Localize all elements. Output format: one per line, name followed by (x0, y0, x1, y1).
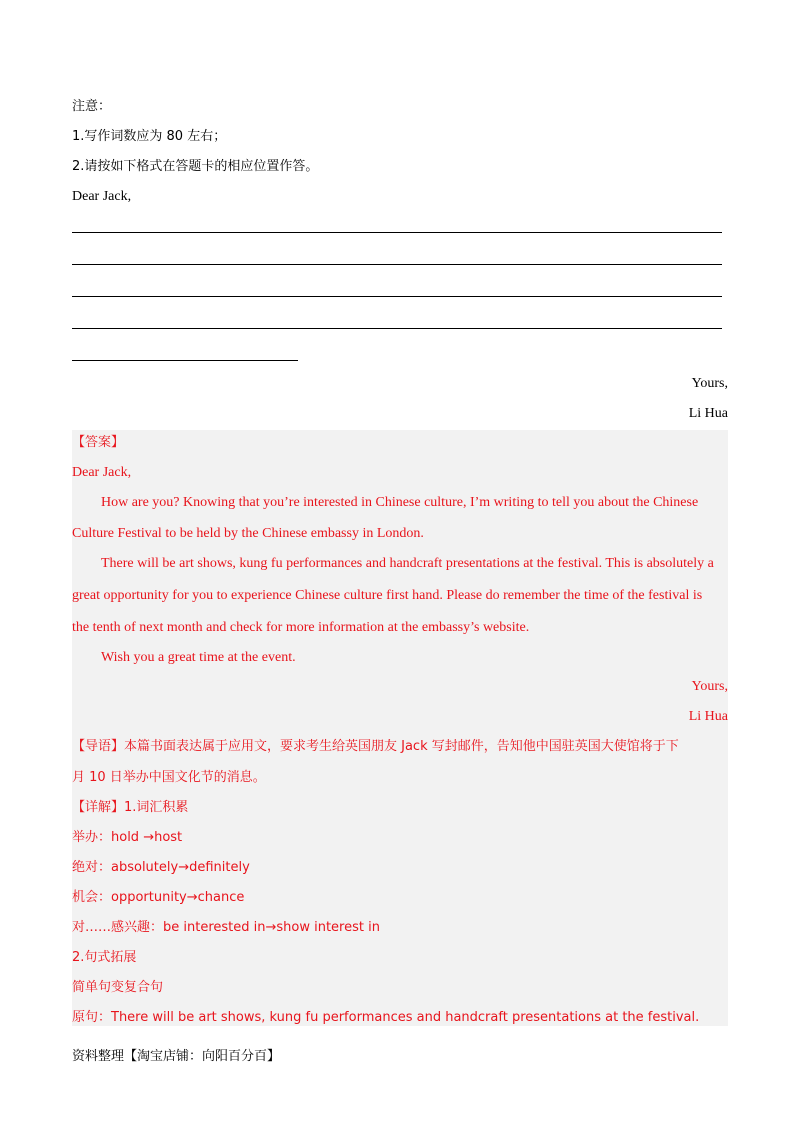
answer-greeting: Dear Jack, (72, 465, 132, 480)
guide-line-1: 【导语】本篇书面表达属于应用文，要求考生给英国朋友 Jack 写封邮件，告知他中国驻英国大使馆将于下 (72, 739, 679, 754)
instruction-format: 2.请按如下格式在答题卡的相应位置作答。 (72, 159, 319, 174)
answer-paragraph-2-line-3: the tenth of next month and check for more information at the embassy’s website. (72, 620, 530, 635)
letter-signature: Li Hua (688, 406, 728, 421)
original-sentence: 原句：There will be art shows, kung fu performances and handcraft presentations at the festival. (72, 1010, 700, 1025)
answer-signature: Li Hua (688, 709, 728, 724)
writing-line-2 (72, 264, 722, 265)
section-2-subheading: 简单句变复合句 (72, 980, 164, 995)
answer-closing: Yours, (691, 679, 728, 694)
guide-line-2: 月 10 日举办中国文化节的消息。 (72, 770, 266, 785)
writing-line-4 (72, 328, 722, 329)
writing-line-1 (72, 232, 722, 233)
answer-label: 【答案】 (72, 435, 125, 450)
footer-source: 资料整理【淘宝店铺：向阳百分百】 (72, 1049, 281, 1064)
details-heading: 【详解】1.词汇积累 (72, 800, 189, 815)
answer-paragraph-2-line-2: great opportunity for you to experience Chinese culture first hand. Please do remember the time of the festival is (72, 588, 703, 603)
vocab-item: 绝对：absolutely→definitely (72, 860, 250, 875)
note-label: 注意： (72, 99, 112, 114)
instruction-word-count: 1.写作词数应为 80 左右； (72, 129, 227, 144)
vocab-item: 机会：opportunity→chance (72, 890, 245, 905)
letter-closing: Yours, (691, 376, 728, 391)
writing-line-5 (72, 360, 298, 361)
section-2-heading: 2.句式拓展 (72, 950, 137, 965)
answer-paragraph-1-line-1: How are you? Knowing that you’re interested in Chinese culture, I’m writing to tell you about the Chinese (101, 495, 699, 510)
vocab-item: 对……感兴趣：be interested in→show interest in (72, 920, 380, 935)
answer-paragraph-3: Wish you a great time at the event. (101, 650, 296, 665)
letter-greeting: Dear Jack, (72, 189, 132, 204)
answer-paragraph-2-line-1: There will be art shows, kung fu performances and handcraft presentations at the festival. This is absolutely a (101, 556, 714, 571)
writing-line-3 (72, 296, 722, 297)
answer-paragraph-1-line-2: Culture Festival to be held by the Chinese embassy in London. (72, 526, 424, 541)
vocab-item: 举办：hold →host (72, 830, 183, 845)
